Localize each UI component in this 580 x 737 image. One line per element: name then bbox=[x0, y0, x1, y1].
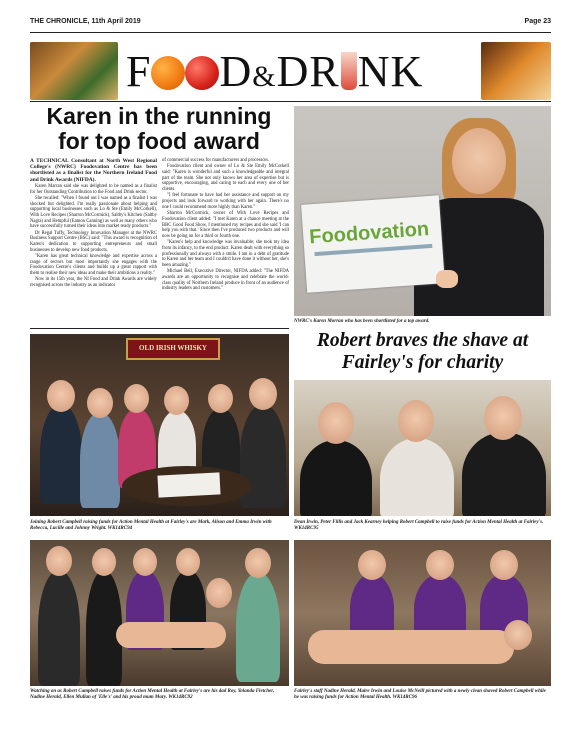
header-rule bbox=[30, 32, 551, 33]
article-paragraph: Dr Regal Tuffy, Technology Innovation Manager at the NWRC Business Support Centre (BSC) said: "This award is recognition of Karen's dedication to supporting entrepreneurs and small businesses to develop new food products. bbox=[30, 230, 157, 253]
photo-caption: Dean Irwin, Peter Fillis and Jack Kearney helping Robert Campbell to raise funds for Action Mental Health at Fairley's. WK14RC95 bbox=[294, 520, 544, 531]
article-paragraph: of commercial success for manufacturers and processors. bbox=[162, 158, 270, 163]
photo-karen bbox=[294, 106, 551, 316]
portrait-face bbox=[452, 128, 506, 194]
article-paragraph: Sharron McCormick, owner of With Love Recipes and Foodovation client added: "I met Karen at a chance meeting at the BBC Good Food Show, I mentioned my recipes and she said 'I can help you with that.' Since then I've produced two products and will now be going on for a third or fourth one. bbox=[162, 211, 289, 239]
article-paragraph: She recalled: "When I found out I was named as a finalist I was shocked but delighted. I'm really passionate about helping and supporting local businesses such as Lo & Ste (Emily McCorkell), With Love Recipes (Sharron McCormick), Saltby's Kitchen (Saltby Nagra) and Hempful (Eamon Canning) as well as many others who have successfully turned their ideas into market ready products." bbox=[30, 195, 157, 230]
article-paragraph: "Karen has great technical knowledge and expertise across a range of sectors but most importantly she engages with the Foodovation Centre's clients and builds up a great rapport with them to realise their new ideas and make their ambitions a reality." bbox=[30, 254, 157, 277]
photo-dean-peter-jack bbox=[294, 380, 551, 516]
photo-caption: Watching on as Robert Campbell raises funds for Action Mental Health at Fairley's are his dad Roy, Yolanda Fletcher, Nadine Herald, Ellen Mullan of 'Elle's' and his proud mum Mary. WK14RC92 bbox=[30, 689, 275, 700]
story-headline: Robert braves the shave at Fairley's for charity bbox=[316, 330, 529, 373]
article-paragraph: Karen Marran said she was delighted to be named as a finalist for her Outstanding Contribution to the Food and Drink sector. bbox=[30, 183, 157, 195]
photo-watching-on bbox=[30, 540, 289, 686]
tomato-icon bbox=[185, 56, 219, 90]
section-banner bbox=[30, 42, 551, 100]
photo-bar-group bbox=[30, 334, 289, 516]
article-paragraph: Now in its 15th year, the NI Food and Drink Awards are widely recognised across the industry as an indicator bbox=[30, 277, 157, 289]
foodovation-sign bbox=[301, 195, 445, 292]
article-lead: A TECHNICAL Consultant at North West Regional College's (NWRC) Foodovation Centre has been shortlisted as a finalist for the Northern Ireland Food and Drink Awards (NIFDA). bbox=[30, 158, 157, 183]
article-paragraph: Michael Bell, Executive Director, NIFDA added: "The NIFDA awards are an opportunity to recognise and celebrate the world-class quality of Northern Ireland produce in front of an audience of industry leaders and customers." bbox=[162, 269, 289, 292]
article-column-1 bbox=[30, 158, 157, 289]
article-paragraph: "Karen's help and knowledge was invaluable; she took my idea from its infancy, to the end product. Karen dealt with everything so professionally and always with a smile. I am in a debt of gratitude to Karen and her team and I couldn't have done it without her, she's been amazing." bbox=[162, 240, 289, 269]
story-headline: Karen in the running for top food award bbox=[46, 103, 272, 154]
sign-brand: Foodovation bbox=[308, 218, 430, 249]
food-photo-left bbox=[30, 42, 118, 100]
orange-icon bbox=[151, 56, 185, 90]
story-divider bbox=[30, 328, 289, 329]
photo-staff-with-robert bbox=[294, 540, 551, 686]
article-column-2 bbox=[162, 158, 289, 293]
section-title: F D&DR NK bbox=[126, 47, 424, 96]
article-paragraph: "I feel fortunate to have had her assistance and support on my projects and look forward to working with her again. There's no one I could recommend more highly than Karen." bbox=[162, 193, 289, 210]
drinks-photo-right bbox=[481, 42, 551, 100]
page-header bbox=[30, 18, 551, 30]
article-paragraph: Foodovation client and owner of Lo & Ste Emily McCorkell said: "Karen is wonderful and such a knowledgeable and integral part of the team. She not only knows her area of expertise but is supportive, encouraging, and caring to each and every one of her clients. bbox=[162, 164, 289, 193]
whisky-sign: OLD IRISH WHISKY bbox=[126, 338, 220, 360]
photo-caption: Joining Robert Campbell raising funds for Action Mental Health at Fairley's are Mark, Alison and Emma Irwin with Rebecca, Lucille and Johnny Wright. WK14RC94 bbox=[30, 520, 272, 531]
publication-date: THE CHRONICLE, 11th April 2019 bbox=[30, 18, 141, 25]
photo-caption: NWRC's Karen Morran who has been shortlisted for a top award. bbox=[294, 319, 430, 324]
page-number: Page 23 bbox=[524, 18, 551, 25]
photo-caption: Fairley's staff Nadine Herald, Maire Irwin and Louise McNeill pictured with a newly clean shaved Robert Campbell while he was raising funds for Action Mental Health. WK14RC96 bbox=[294, 689, 546, 700]
drink-glass-icon bbox=[341, 52, 357, 90]
banner-rule bbox=[30, 101, 551, 102]
